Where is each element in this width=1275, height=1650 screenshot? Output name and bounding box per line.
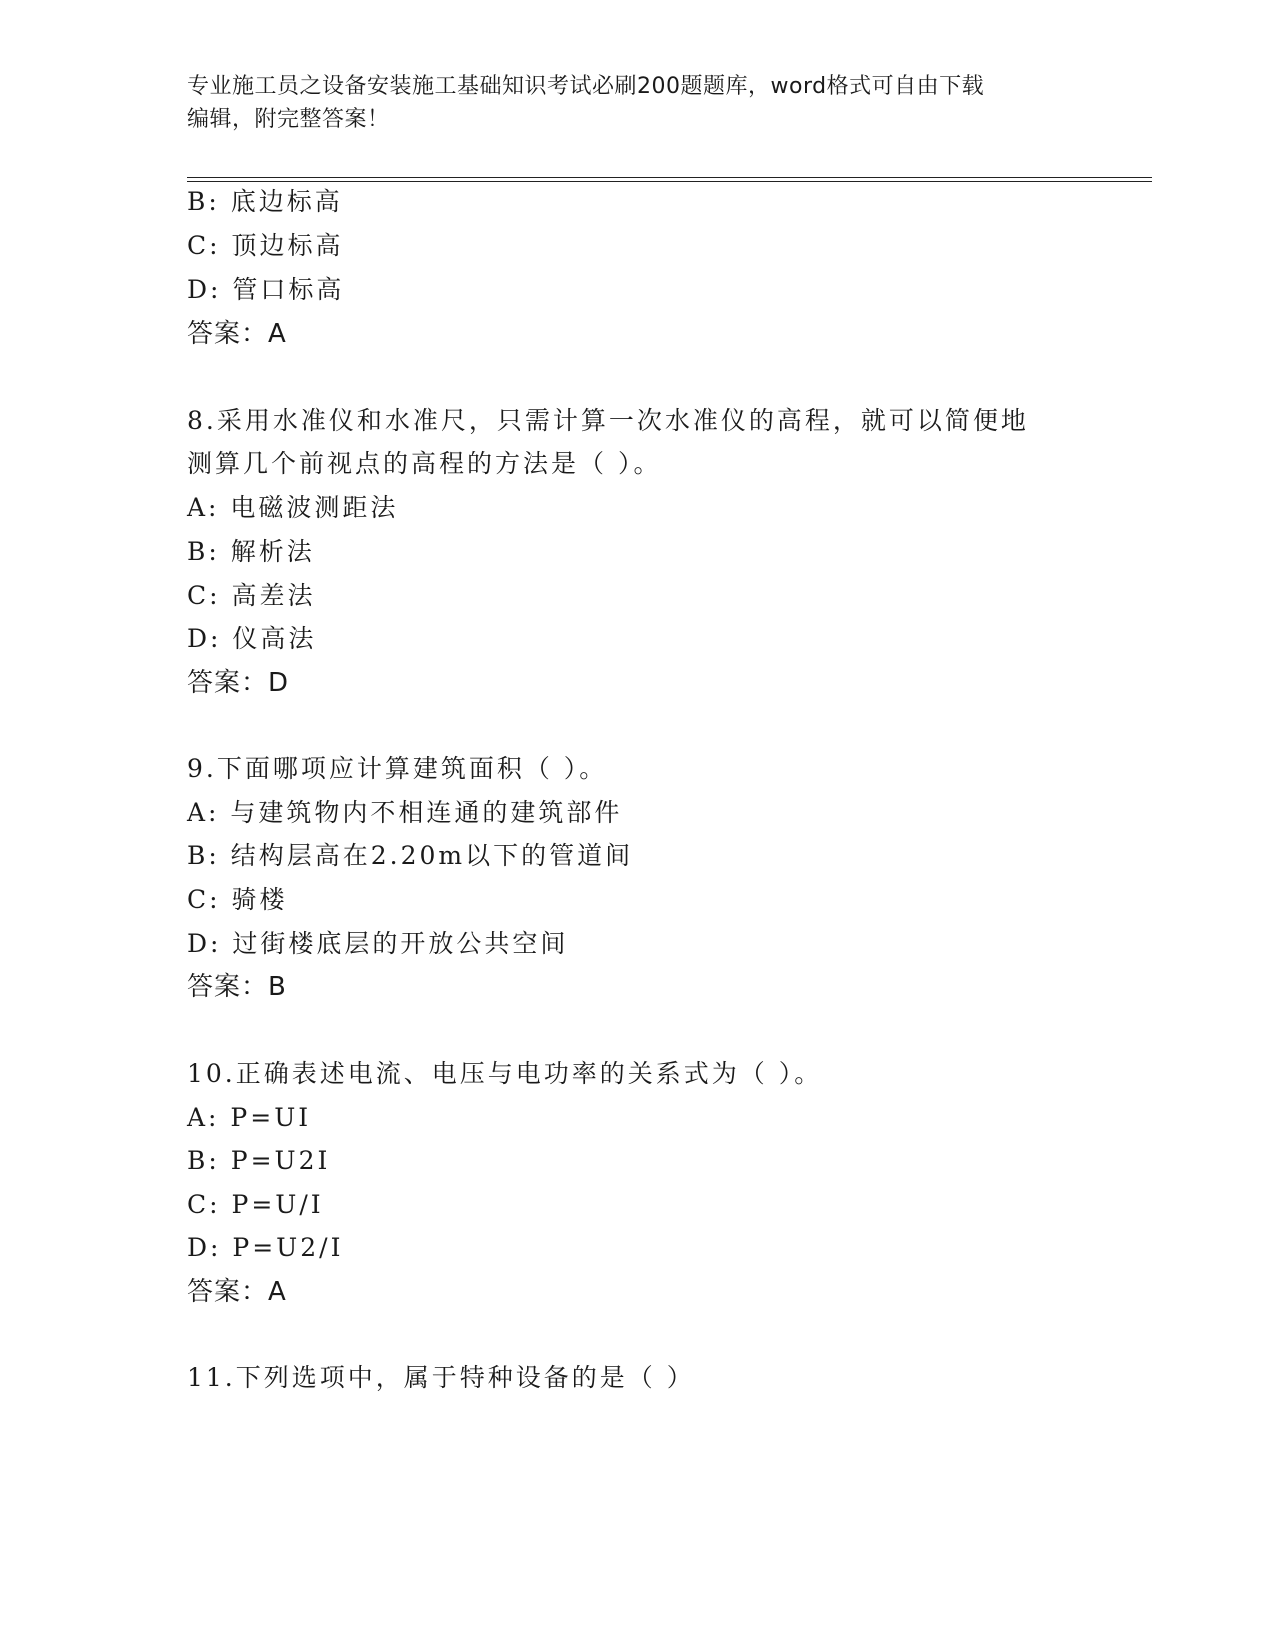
- option-b: B: 底边标高: [187, 187, 343, 216]
- option-c: C: 骑楼: [187, 885, 288, 914]
- option-d: D: 过街楼底层的开放公共空间: [187, 929, 569, 958]
- answer-line: 答案：A: [187, 319, 287, 349]
- option-c: C: 顶边标高: [187, 231, 344, 260]
- option-d: D: 仪高法: [187, 624, 317, 653]
- option-a: A: 与建筑物内不相连通的建筑部件: [187, 798, 623, 827]
- option-c: C: 高差法: [187, 581, 316, 610]
- header-title-line-2: 编辑，附完整答案！: [187, 107, 390, 132]
- option-d: D: P=U2/I: [187, 1233, 344, 1262]
- answer-line: 答案：B: [187, 972, 287, 1002]
- option-a: A: P=UI: [187, 1103, 312, 1132]
- option-a: A: 电磁波测距法: [187, 493, 399, 522]
- answer-line: 答案：D: [187, 668, 290, 698]
- document-header: [187, 70, 1087, 136]
- option-b: B: 结构层高在2.20m以下的管道间: [187, 841, 634, 870]
- header-title-line-1: 专业施工员之设备安装施工基础知识考试必刷200题题库，word格式可自由下载: [187, 74, 985, 99]
- option-b: B: P=U2I: [187, 1146, 331, 1175]
- question-stem: 测算几个前视点的高程的方法是（ ）。: [187, 449, 662, 478]
- option-b: B: 解析法: [187, 537, 315, 566]
- option-c: C: P=U/I: [187, 1190, 324, 1219]
- question-stem: 9.下面哪项应计算建筑面积（ ）。: [187, 754, 608, 783]
- question-stem: 8.采用水准仪和水准尺，只需计算一次水准仪的高程，就可以简便地: [187, 406, 1029, 435]
- question-stem: 10.正确表述电流、电压与电功率的关系式为（ ）。: [187, 1059, 823, 1088]
- option-d: D: 管口标高: [187, 275, 345, 304]
- answer-line: 答案：A: [187, 1277, 287, 1307]
- question-stem: 11.下列选项中，属于特种设备的是（ ）: [187, 1363, 695, 1392]
